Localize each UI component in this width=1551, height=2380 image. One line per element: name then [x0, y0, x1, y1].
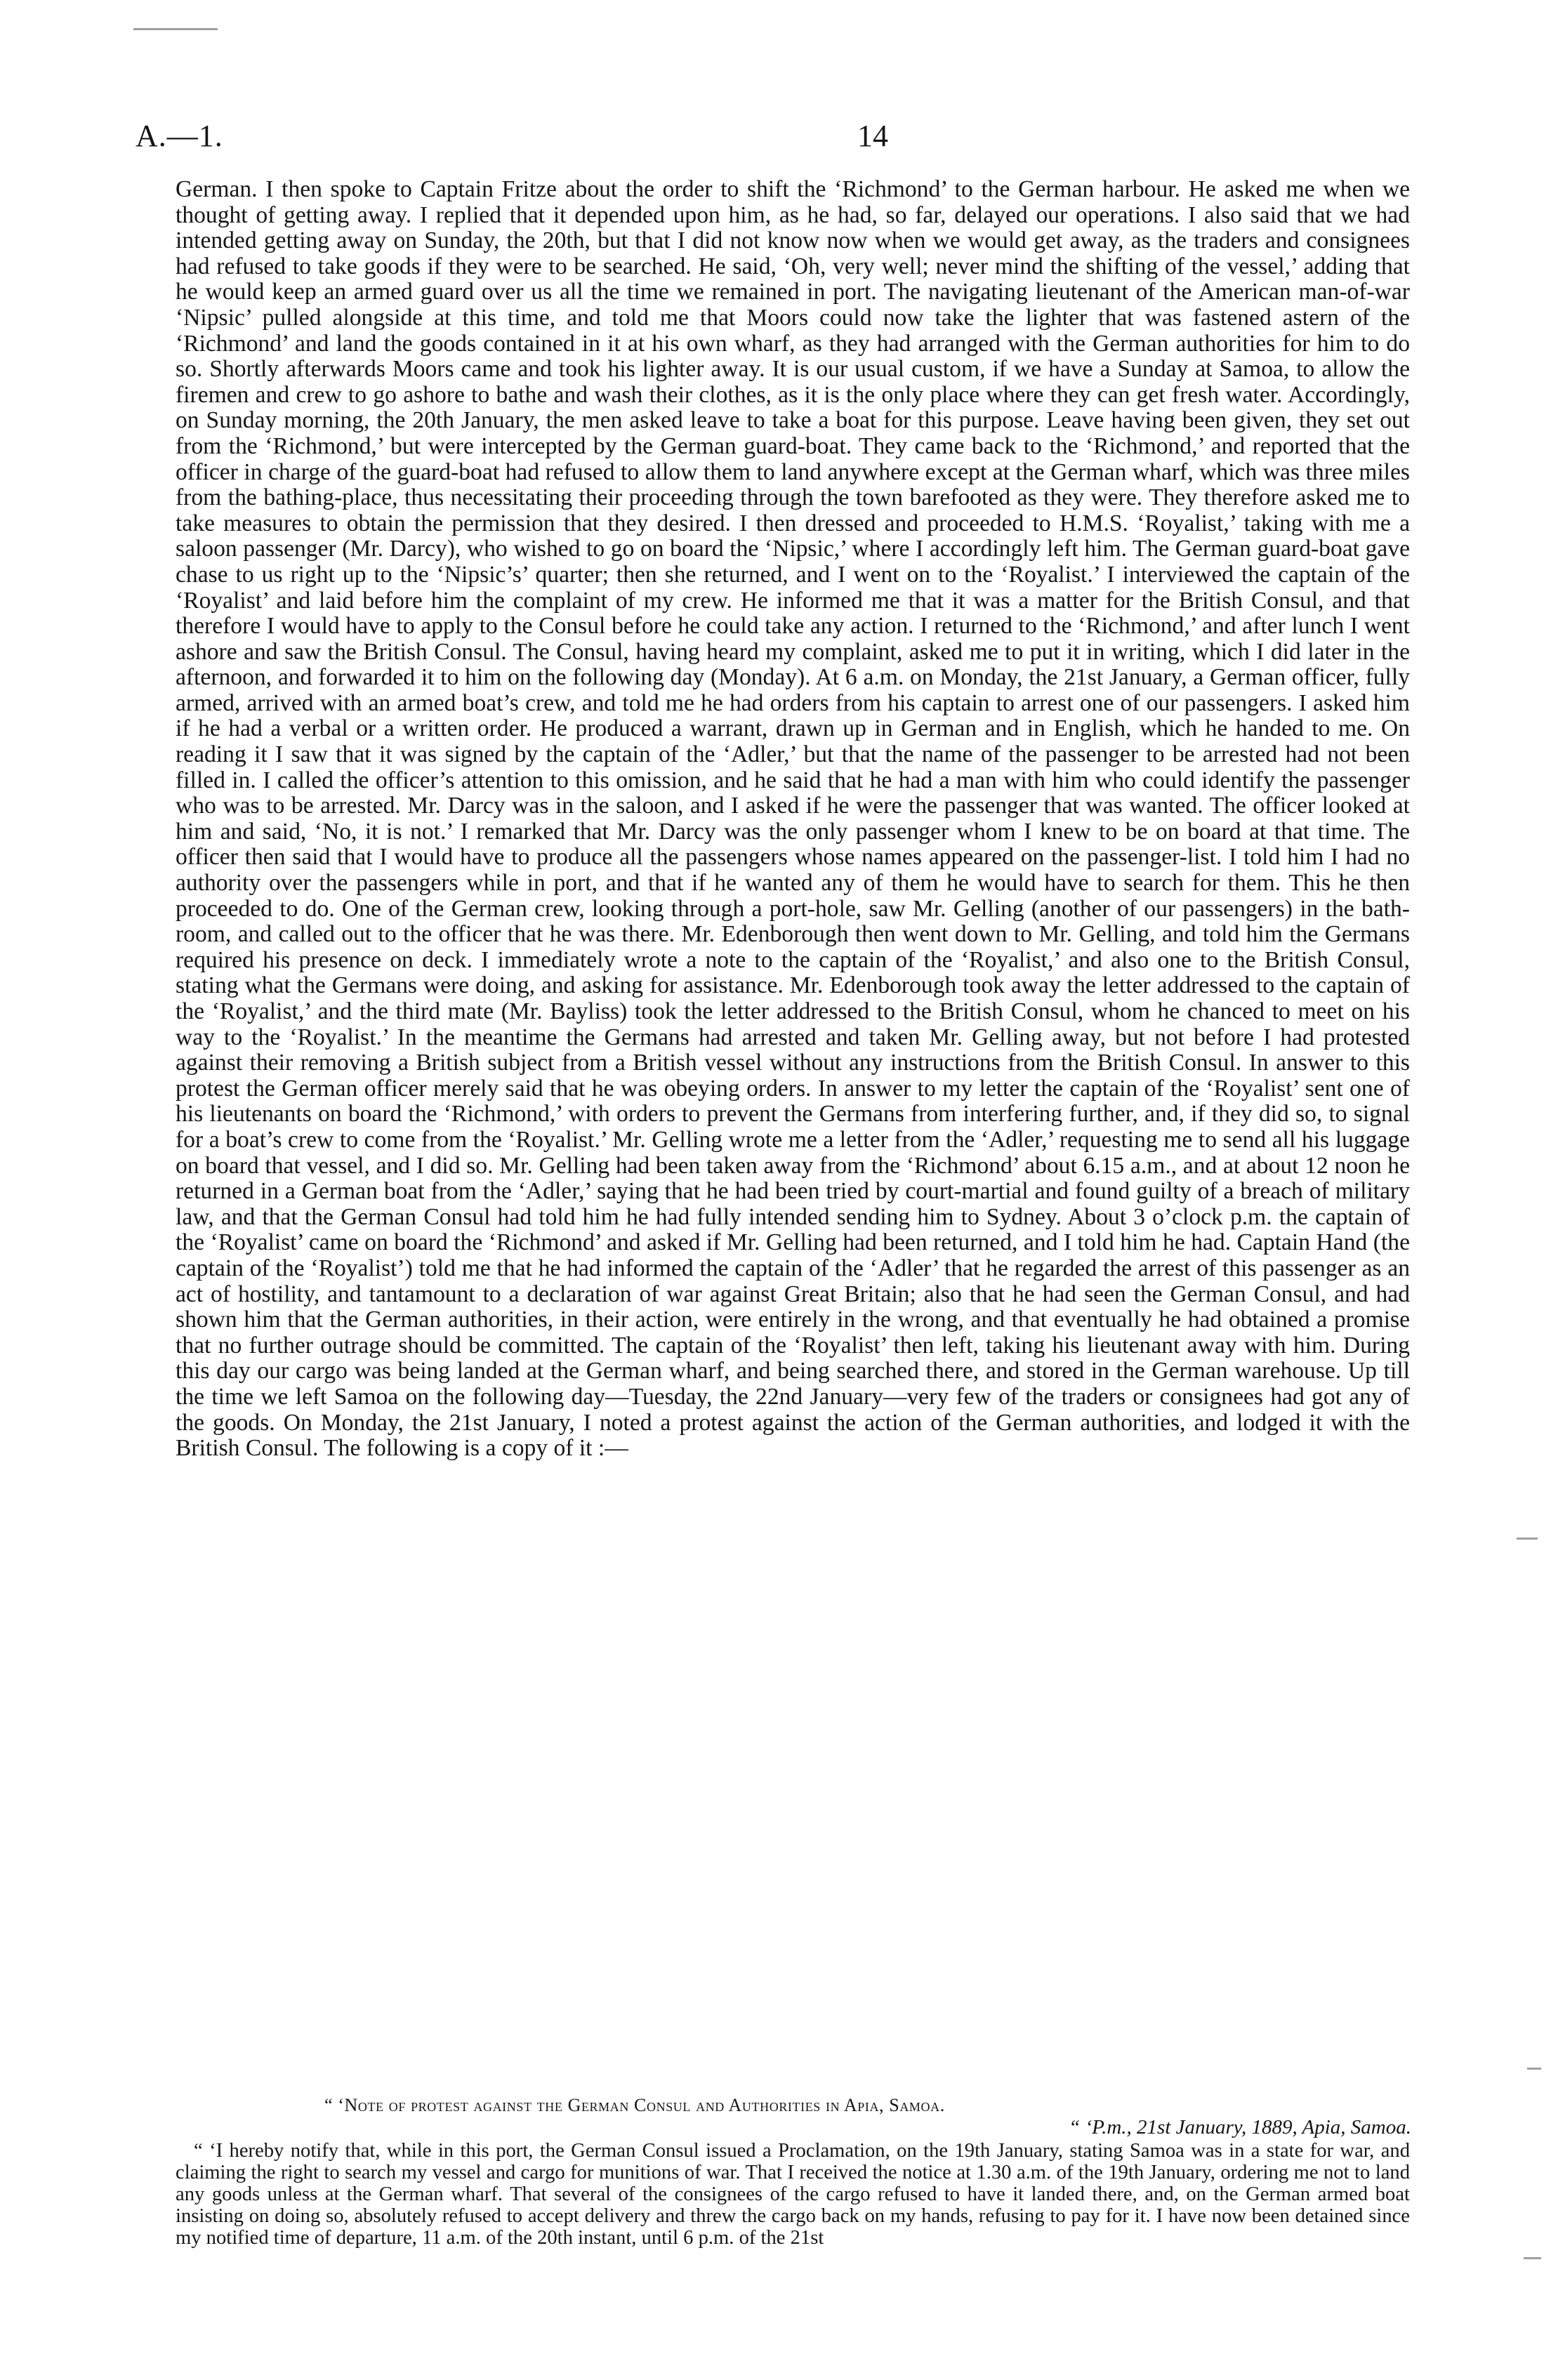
document-reference: A.—1. [136, 119, 223, 153]
page-number: 14 [857, 119, 888, 153]
scan-artifact-right-1 [1517, 1538, 1538, 1540]
scan-artifact-right-3 [1524, 2257, 1541, 2259]
protest-note-title: “ ‘Note of protest against the German Consul and Authorities in Apia, Samoa. [324, 2095, 945, 2115]
scan-artifact-right-2 [1527, 2068, 1541, 2070]
scan-artifact-top [133, 28, 218, 30]
body-text: German. I then spoke to Captain Fritze about the order to shift the ‘Richmond’ to the German harbour. He asked me when we thought of getting away. I replied that it depended upon him, as he had, so far, delayed our operations. I also said that we had intended getting away on Sunday, the 20th, but that I did not know now when we would get away, as the traders and consignees had refused to take goods if they were to be searched. He said, ‘Oh, very well; never mind the shifting of the vessel,’ adding that he would keep an armed guard over us all the time we remained in port. The navigating lieutenant of the American man-of-war ‘Nipsic’ pulled alongside at this time, and told me that Moors could now take the lighter that was fastened astern of the ‘Richmond’ and land the goods contained in it at his own wharf, as they had arranged with the German authorities for him to do so. Shortly afterwards Moors came and took his lighter away. It is our usual custom, if we have a Sunday at Samoa, to allow the firemen and crew to go ashore to bathe and wash their clothes, as it is the only place where they can get fresh water. Accordingly, on Sunday morning, the 20th January, the men asked leave to take a boat for this purpose. Leave having been given, they set out from the ‘Richmond,’ but were intercepted by the German guard-boat. They came back to the ‘Richmond,’ and reported that the officer in charge of the guard-boat had refused to allow them to land anywhere except at the German wharf, which was three miles from the bathing-place, thus necessitating their proceeding through the town barefooted as they were. They therefore asked me to take measures to obtain the permission that they desired. I then dressed and proceeded to H.M.S. ‘Royalist,’ taking with me a saloon passenger (Mr. Darcy), who wished to go on board the ‘Nipsic,’ where I accordingly left him. The German guard-boat gave chase to us right up to the ‘Nipsic’s’ quarter; then she returned, and I went on to the ‘Royalist.’ I interviewed the captain of the ‘Royalist’ and laid before him the complaint of my crew. He informed me that it was a matter for the British Consul, and that therefore I would have to apply to the Consul before he could take any action. I returned to the ‘Richmond,’ and after lunch I went ashore and saw the British Consul. The Consul, having heard my complaint, asked me to put it in writing, which I did later in the afternoon, and forwarded it to him on the following day (Monday). At 6 a.m. on Monday, the 21st January, a German officer, fully armed, arrived with an armed boat’s crew, and told me he had orders from his captain to arrest one of our passengers. I asked him if he had a verbal or a written order. He produced a warrant, drawn up in German and in English, which he handed to me. On reading it I saw that it was signed by the captain of the ‘Adler,’ but that the name of the passenger to be arrested had not been filled in. I called the officer’s attention to this omission, and he said that he had a man with him who could identify the passenger who was to be arrested. Mr. Darcy was in the saloon, and I asked if he were the passenger that was wanted. The officer looked at him and said, ‘No, it is not.’ I remarked that Mr. Darcy was the only passenger whom I knew to be on board at that time. The officer then said that I would have to produce all the passengers whose names appeared on the passenger-list. I told him I had no authority over the passengers while in port, and that if he wanted any of them he would have to search for them. This he then proceeded to do. One of the German crew, looking through a port-hole, saw Mr. Gelling (another of our passengers) in the bath-room, and called out to the officer that he was there. Mr. Edenborough then went down to Mr. Gelling, and told him the Germans required his presence on deck. I immediately wrote a note to the captain of the ‘Royalist,’ and also one to the British Consul, stating what the Germans were doing, and asking for assistance. Mr. Edenborough took away the letter addressed to the captain of the ‘Royalist,’ and the third mate (Mr. Bayliss) took the letter addressed to the British Consul, whom he chanced to meet on his way to the ‘Royalist.’ In the meantime the Germans had arrested and taken Mr. Gelling away, but not before I had protested against their removing a British subject from a British vessel without any instructions from the British Consul. In answer to this protest the German officer merely said that he was obeying orders. In answer to my letter the captain of the ‘Royalist’ sent one of his lieutenants on board the ‘Richmond,’ with orders to prevent the Germans from interfering further, and, if they did so, to signal for a boat’s crew to come from the ‘Royalist.’ Mr. Gelling wrote me a letter from the ‘Adler,’ requesting me to send all his luggage on board that vessel, and I did so. Mr. Gelling had been taken away from the ‘Richmond’ about 6.15 a.m., and at about 12 noon he returned in a German boat from the ‘Adler,’ saying that he had been tried by court-martial and found guilty of a breach of military law, and that the German Consul had told him he had fully intended sending him to Sydney. About 3 o’clock p.m. the captain of the ‘Royalist’ came on board the ‘Richmond’ and asked if Mr. Gelling had been returned, and I told him he had. Captain Hand (the captain of the ‘Royalist’) told me that he had informed the captain of the ‘Adler’ that he regarded the arrest of this passenger as an act of hostility, and tantamount to a declaration of war against Great Britain; also that he had seen the German Consul, and had shown him that the German authorities, in their action, were entirely in the wrong, and that eventually he had obtained a promise that no further outrage should be committed. The captain of the ‘Royalist’ then left, taking his lieutenant away with him. During this day our cargo was being landed at the German wharf, and being searched there, and stored in the German warehouse. Up till the time we left Samoa on the following day—Tuesday, the 22nd January—very few of the traders or consignees had got any of the goods. On Monday, the 21st January, I noted a protest against the action of the German authorities, and lodged it with the British Consul. The following is a copy of it :— [176, 176, 1410, 1462]
page-header [136, 118, 1408, 160]
protest-note-body: “ ‘I hereby notify that, while in this port, the German Consul issued a Proclamation, on the 19th January, stating Samoa was in a state for war, and claiming the right to search my vessel and cargo for munitions of war. That I received the notice at 1.30 a.m. of the 19th January, ordering me not to land any goods unless at the German wharf. That several of the consignees of the cargo refused to have it landed there, and, on the German armed boat insisting on doing so, absolutely refused to accept delivery and threw the cargo back on my hands, refusing to pay for it. I have now been detained since my notified time of departure, 11 a.m. of the 20th instant, until 6 p.m. of the 21st [176, 2140, 1410, 2249]
protest-note-date: “ ‘P.m., 21st January, 1889, Apia, Samoa. [1069, 2116, 1411, 2138]
